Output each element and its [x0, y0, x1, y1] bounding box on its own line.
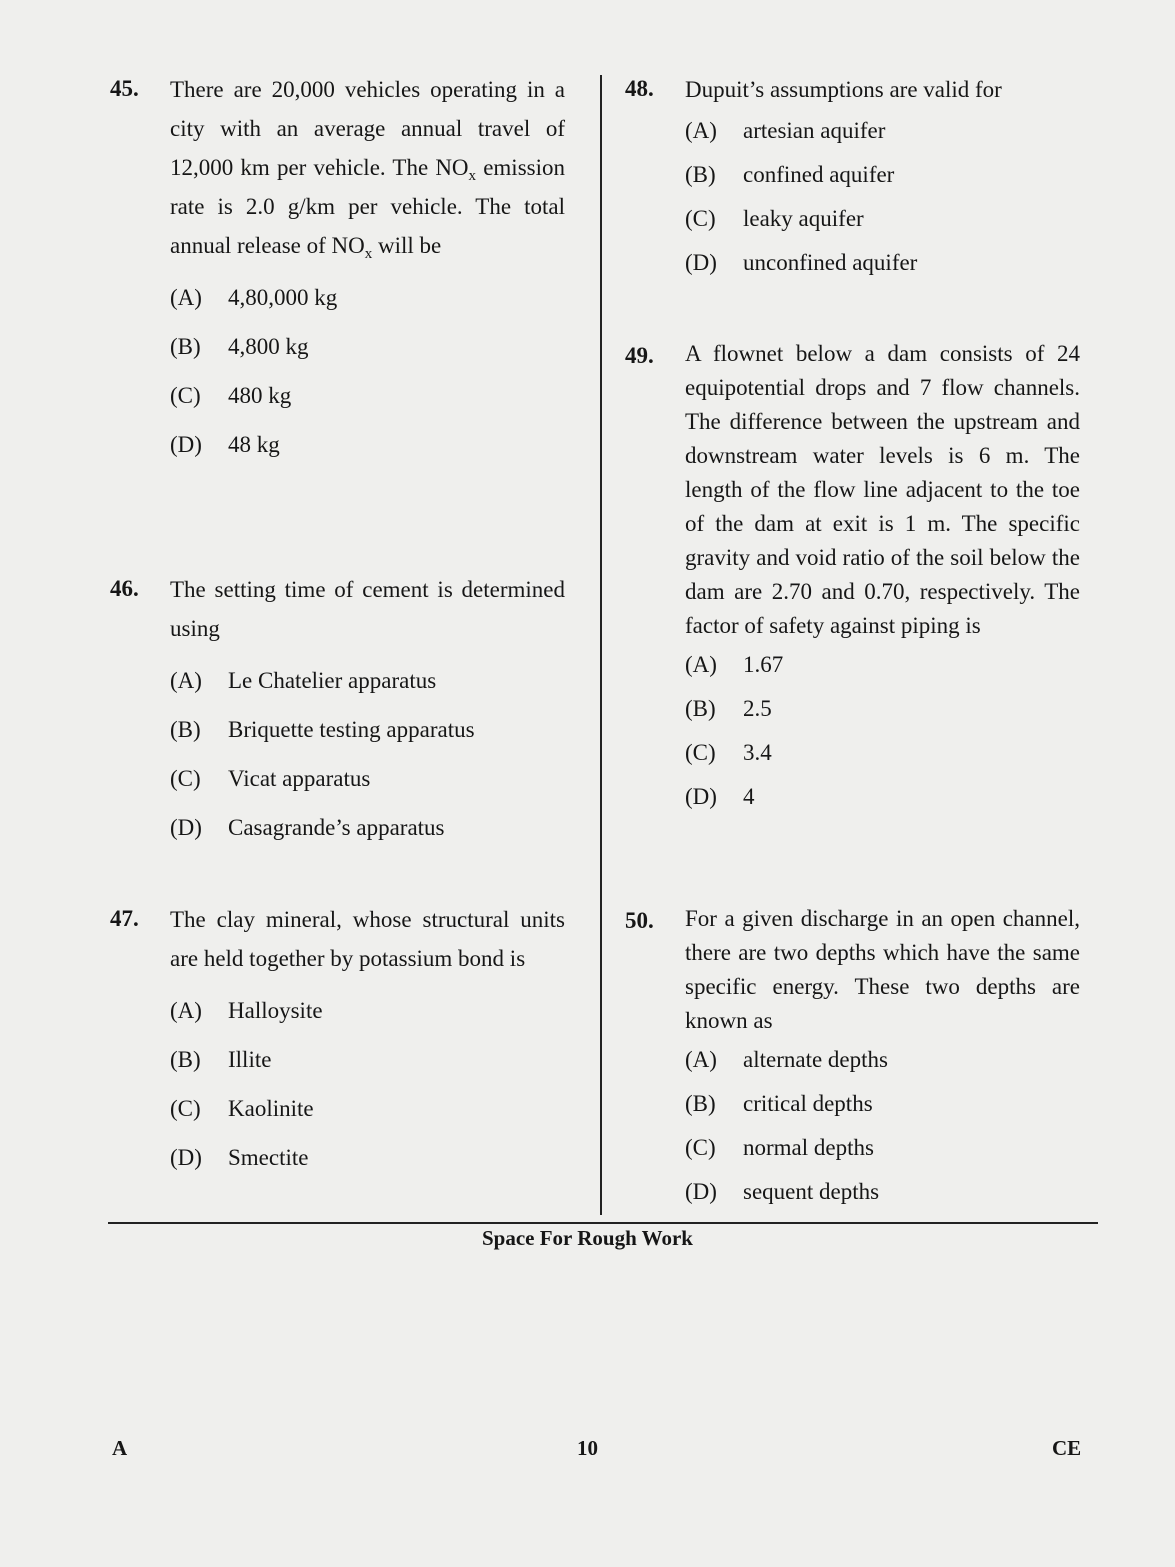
option-a: (A) 4,80,000 kg — [170, 284, 338, 310]
option-a: (A) Le Chatelier apparatus — [170, 667, 437, 693]
column-divider — [600, 75, 602, 1215]
options-list — [685, 109, 1080, 285]
option-c: (C) 480 kg — [170, 382, 292, 408]
question-number: 50. — [625, 908, 654, 933]
question-46 — [110, 570, 565, 852]
option-b: (B) critical depths — [685, 1091, 873, 1116]
option-c: (C) 3.4 — [685, 740, 772, 765]
options-list — [170, 986, 565, 1182]
question-50 — [625, 902, 1080, 1214]
option-d: (D) 48 kg — [170, 431, 280, 457]
options-list — [170, 273, 565, 469]
question-number: 46. — [110, 576, 139, 601]
question-number: 49. — [625, 343, 654, 368]
question-47 — [110, 900, 565, 1182]
rough-work-label: Space For Rough Work — [481, 1226, 693, 1250]
question-45 — [110, 70, 565, 469]
question-number: 45. — [110, 76, 139, 101]
question-text: The setting time of cement is determined using — [170, 577, 565, 641]
subject-code: CE — [1052, 1436, 1082, 1460]
option-c: (C) normal depths — [685, 1135, 874, 1160]
page-number: 10 — [577, 1436, 598, 1460]
question-number: 48. — [625, 76, 654, 101]
option-a: (A) 1.67 — [685, 652, 784, 677]
options-list — [685, 1038, 1080, 1214]
options-list — [170, 656, 565, 852]
option-d: (D) unconfined aquifer — [685, 250, 918, 275]
booklet-series: A — [112, 1436, 128, 1460]
question-number: 47. — [110, 906, 139, 931]
question-49 — [625, 337, 1080, 819]
option-b: (B) Illite — [170, 1046, 272, 1072]
option-b: (B) confined aquifer — [685, 162, 895, 187]
question-text: A flownet below a dam consists of 24 equipotential drops and 7 flow channels. The difference between the upstream and downstream water levels is 6 m. The length of the flow line adjacent to the toe of the dam at exit is 1 m. The specific gravity and void ratio of the soil below the dam are 2.70 and 0.70, respectively. The factor of safety against piping is — [685, 341, 1080, 638]
options-list — [685, 643, 1080, 819]
question-text: For a given discharge in an open channel, there are two depths which have the same specific energy. These two depths are known as — [685, 906, 1080, 1033]
question-text: Dupuit’s assumptions are valid for — [685, 77, 1002, 102]
option-d: (D) 4 — [685, 784, 755, 809]
rough-work-divider — [108, 1222, 1098, 1224]
option-d: (D) Smectite — [170, 1144, 309, 1170]
option-a: (A) artesian aquifer — [685, 118, 886, 143]
question-48 — [625, 70, 1080, 285]
option-a: (A) alternate depths — [685, 1047, 888, 1072]
option-c: (C) Vicat apparatus — [170, 765, 371, 791]
question-text: There are 20,000 vehicles operating in a city with an average annual travel of 12,000 km per vehicle. The $NO_x$ emission rate is 2.0 g/km per vehicle. The total annual release of $NO_x$ will be — [170, 77, 565, 262]
option-c: (C) Kaolinite — [170, 1095, 314, 1121]
option-b: (B) 2.5 — [685, 696, 772, 721]
option-d: (D) Casagrande’s apparatus — [170, 814, 445, 840]
option-a: (A) Halloysite — [170, 997, 323, 1023]
question-text: The clay mineral, whose structural units are held together by potassium bond is — [170, 907, 565, 971]
option-c: (C) leaky aquifer — [685, 206, 864, 231]
option-b: (B) Briquette testing apparatus — [170, 716, 475, 742]
option-d: (D) sequent depths — [685, 1179, 880, 1204]
option-b: (B) 4,800 kg — [170, 333, 309, 359]
